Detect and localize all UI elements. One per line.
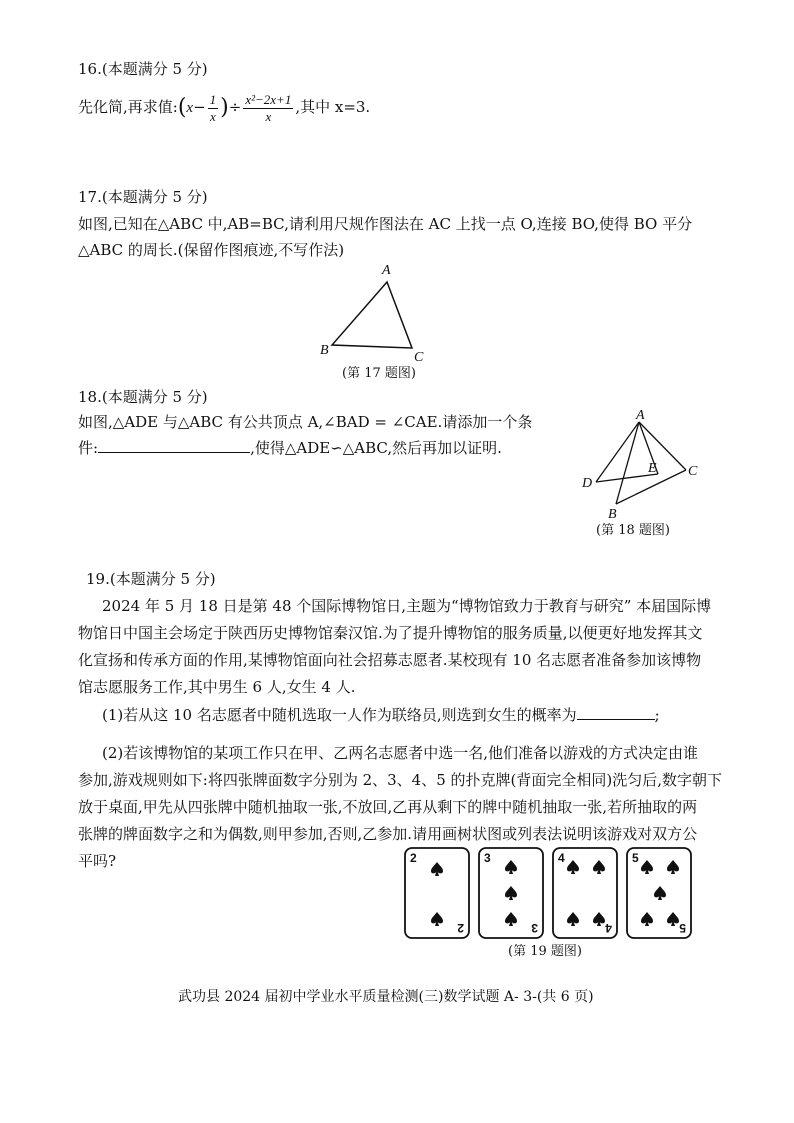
q18-label-b: B [608,507,617,520]
card-2-rank-bottom: 2 [457,921,464,935]
q16-suffix: ,其中 x=3. [295,98,371,116]
q16-expression [78,90,370,124]
q16-rparen: ) [220,95,229,120]
q19-part1-suffix: ; [654,706,660,724]
q19-cards-figure [400,844,700,944]
card-2-rank-top: 2 [410,851,417,865]
q17-label-a: A [382,263,391,278]
q19-part2-line-1: (2)若该博物馆的某项工作只在甲、乙两名志愿者中选一名,他们准备以游戏的方式决定由谁 [102,744,699,762]
q18-line1: 如图,△ADE 与△ABC 有公共顶点 A,∠BAD = ∠CAE.请添加一个条 [78,413,533,431]
q19-para-line-4: 馆志愿服务工作,其中男生 6 人,女生 4 人. [78,678,356,696]
q16-minus: − [193,98,206,116]
q17-triangle-figure [310,260,440,370]
q18-label-d: D [582,476,593,491]
q19-part2-line-4: 张牌的牌面数字之和为偶数,则甲参加,否则,乙参加.请用画树状图或列表法说明该游戏对双方公 [78,825,698,843]
q19-part2-line-5: 平吗? [78,852,117,870]
q19-part1-text: (1)若从这 10 名志愿者中随机选取一人作为联络员,则选到女生的概率为 [102,706,577,724]
q18-label-a: A [636,408,645,423]
card-5-rank-bottom: 5 [679,921,686,935]
q17-caption: (第 17 题图) [342,366,416,381]
playing-card-4 [553,848,617,938]
q16-header: 16.(本题满分 5 分) [78,60,208,78]
card-3-rank-top: 3 [484,851,491,865]
q16-fraction-main [243,92,293,125]
q16-frac2-numerator: x²−2x+1 [245,91,292,107]
q17-header: 17.(本题满分 5 分) [78,188,208,206]
q18-label-e: E [648,461,657,476]
q18-line2-prefix: 件: [78,439,99,457]
q16-frac2-denominator: x [265,108,272,124]
q17-line2: △ABC 的周长.(保留作图痕迹,不写作法) [78,241,345,259]
card-4-rank-top: 4 [558,851,565,865]
q16-div: ÷ [228,98,242,116]
q19-part2-line-3: 放于桌面,甲先从四张牌中随机抽取一张,不放回,乙再从剩下的牌中随机抽取一张,若所抽取的两 [78,798,698,816]
card-5-rank-top: 5 [632,851,639,865]
playing-card-2 [405,848,469,938]
q16-x: x [186,100,194,116]
card-4-rank-bottom: 4 [605,921,612,935]
q17-label-b: B [320,343,329,358]
q18-header: 18.(本题满分 5 分) [78,388,208,406]
q17-label-c: C [414,350,424,365]
q17-triangle [332,282,412,348]
q19-para-line-1: 2024 年 5 月 18 日是第 48 个国际博物馆日,主题为“博物馆致力于教育与研究” 本届国际博 [102,597,712,615]
q17-line1: 如图,已知在△ABC 中,AB=BC,请利用尺规作图法在 AC 上找一点 O,连接 BO,使得 BO 平分 [78,215,693,233]
q19-header: 19.(本题满分 5 分) [86,570,216,588]
q18-label-c: C [688,464,698,479]
q16-lparen: ( [177,95,187,120]
playing-card-3 [479,848,543,938]
q18-figure [578,408,708,520]
page-footer: 武功县 2024 届初中学业水平质量检测(三)数学试题 A- 3-(共 6 页) [178,989,594,1005]
q16-frac1-numerator: 1 [209,91,217,107]
playing-card-5 [627,848,691,938]
q19-caption: (第 19 题图) [508,944,582,959]
q16-prompt: 先化简,再求值: [78,98,178,116]
q16-frac1-denominator: x [210,108,216,124]
q18-answer-blank[interactable] [98,452,250,453]
q19-part1 [102,701,660,729]
q19-para-line-3: 化宣扬和传承方面的作用,某博物馆面向社会招募志愿者.某校现有 10 名志愿者准备参加该博物 [78,651,702,669]
q18-caption: (第 18 题图) [596,523,670,538]
q19-para-line-2: 物馆日中国主会场定于陕西历史博物馆秦汉馆.为了提升博物馆的服务质量,以便更好地发挥其文 [78,624,703,642]
q18-line2-suffix: ,使得△ADE∽△ABC,然后再加以证明. [250,439,502,457]
q16-fraction-1-over-x [208,92,219,125]
q19-part2-line-2: 参加,游戏规则如下:将四张牌面数字分别为 2、3、4、5 的扑克牌(背面完全相同)洗匀后,数字朝下 [78,771,723,789]
q19-answer-blank[interactable] [577,719,655,720]
card-3-rank-bottom: 3 [531,921,538,935]
q18-line2 [78,434,502,462]
